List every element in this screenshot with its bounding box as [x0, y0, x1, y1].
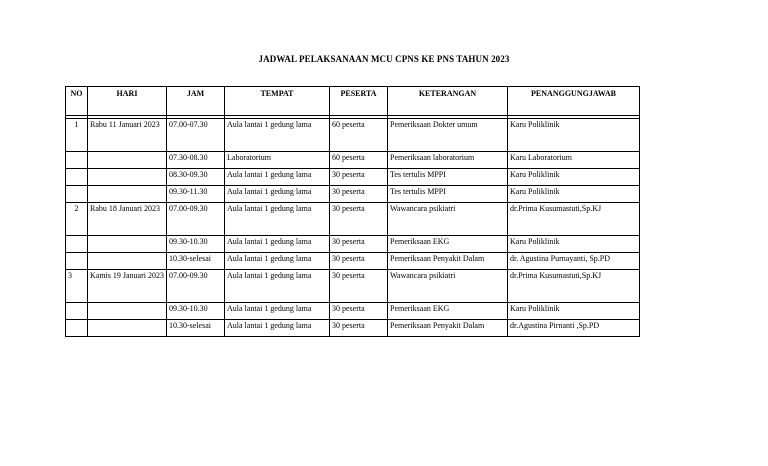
cell-tempat: Aula lantai 1 gedung lama — [225, 270, 330, 303]
cell-peserta: 30 peserta — [330, 169, 388, 186]
cell-no — [66, 169, 88, 186]
table-row — [66, 186, 640, 203]
cell-tempat: Aula lantai 1 gedung lama — [225, 203, 330, 236]
table-row — [66, 320, 640, 337]
table-row — [66, 169, 640, 186]
cell-peserta: 60 peserta — [330, 152, 388, 169]
cell-tempat: Aula lantai 1 gedung lama — [225, 186, 330, 203]
cell-penanggungjawab: dr.Agustina Pirnanti ,Sp.PD — [508, 320, 640, 337]
table-header-row — [66, 87, 640, 116]
cell-keterangan: Pemeriksaan Penyakit Dalam — [388, 320, 508, 337]
cell-hari — [88, 152, 167, 169]
cell-jam: 09.30-10.30 — [167, 303, 225, 320]
cell-keterangan: Wawancara psikiatri — [388, 203, 508, 236]
header-keterangan: KETERANGAN — [388, 87, 508, 116]
table-row — [66, 236, 640, 253]
cell-penanggungjawab: Karu Poliklinik — [508, 169, 640, 186]
cell-no — [66, 152, 88, 169]
cell-penanggungjawab: Karu Poliklinik — [508, 236, 640, 253]
cell-hari — [88, 169, 167, 186]
cell-jam: 09.30-11.30 — [167, 186, 225, 203]
cell-keterangan: Pemeriksaan EKG — [388, 303, 508, 320]
cell-keterangan: Wawancara psikiatri — [388, 270, 508, 303]
cell-penanggungjawab: Karu Poliklinik — [508, 119, 640, 152]
cell-jam: 07.30-08.30 — [167, 152, 225, 169]
cell-jam: 07.00-09.30 — [167, 203, 225, 236]
cell-keterangan: Pemeriksaan Penyakit Dalam — [388, 253, 508, 270]
header-tempat: TEMPAT — [225, 87, 330, 116]
cell-hari — [88, 236, 167, 253]
cell-no — [66, 303, 88, 320]
header-no: NO — [66, 87, 88, 116]
table-row — [66, 303, 640, 320]
cell-peserta: 60 peserta — [330, 119, 388, 152]
cell-hari — [88, 303, 167, 320]
cell-hari — [88, 186, 167, 203]
cell-peserta: 30 peserta — [330, 253, 388, 270]
cell-no: 1 — [66, 119, 88, 152]
cell-jam: 07.00-09.30 — [167, 270, 225, 303]
cell-penanggungjawab: Karu Poliklinik — [508, 303, 640, 320]
cell-hari — [88, 253, 167, 270]
cell-tempat: Aula lantai 1 gedung lama — [225, 320, 330, 337]
document-title: JADWAL PELAKSANAAN MCU CPNS KE PNS TAHUN 2023 — [258, 54, 510, 64]
cell-no: 2 — [66, 203, 88, 236]
cell-jam: 08.30-09.30 — [167, 169, 225, 186]
cell-no — [66, 186, 88, 203]
table-row — [66, 119, 640, 152]
header-penanggungjawab: PENANGGUNGJAWAB — [508, 87, 640, 116]
cell-tempat: Aula lantai 1 gedung lama — [225, 253, 330, 270]
header-hari: HARI — [88, 87, 167, 116]
cell-keterangan: Tes tertulis MPPI — [388, 169, 508, 186]
table-row — [66, 152, 640, 169]
cell-penanggungjawab: dr.Prima Kusumastuti,Sp.KJ — [508, 203, 640, 236]
cell-no — [66, 253, 88, 270]
cell-hari: Kamis 19 Januari 2023 — [88, 270, 167, 303]
cell-keterangan: Pemeriksaan laboratorium — [388, 152, 508, 169]
cell-peserta: 30 peserta — [330, 236, 388, 253]
cell-peserta: 30 peserta — [330, 320, 388, 337]
cell-tempat: Aula lantai 1 gedung lama — [225, 169, 330, 186]
cell-jam: 07.00-07.30 — [167, 119, 225, 152]
cell-tempat: Aula lantai 1 gedung lama — [225, 236, 330, 253]
cell-tempat: Laboratorium — [225, 152, 330, 169]
schedule-table — [65, 86, 640, 337]
cell-peserta: 30 peserta — [330, 270, 388, 303]
table-row — [66, 253, 640, 270]
header-peserta: PESERTA — [330, 87, 388, 116]
cell-keterangan: Tes tertulis MPPI — [388, 186, 508, 203]
cell-penanggungjawab: dr.Prima Kusumastuti,Sp.KJ — [508, 270, 640, 303]
cell-hari — [88, 320, 167, 337]
cell-no — [66, 236, 88, 253]
table-row — [66, 203, 640, 236]
cell-hari: Rabu 11 Januari 2023 — [88, 119, 167, 152]
cell-jam: 10.30-selesai — [167, 253, 225, 270]
cell-no — [66, 320, 88, 337]
cell-no: 3 — [66, 270, 88, 303]
cell-penanggungjawab: Karu Laboratorium — [508, 152, 640, 169]
cell-tempat: Aula lantai 1 gedung lama — [225, 119, 330, 152]
cell-peserta: 30 peserta — [330, 303, 388, 320]
cell-peserta: 30 peserta — [330, 203, 388, 236]
cell-jam: 10.30-selesai — [167, 320, 225, 337]
table-row — [66, 270, 640, 303]
cell-keterangan: Pemeriksaan Dokter umum — [388, 119, 508, 152]
cell-jam: 09.30-10.30 — [167, 236, 225, 253]
header-jam: JAM — [167, 87, 225, 116]
cell-penanggungjawab: Karu Poliklinik — [508, 186, 640, 203]
cell-keterangan: Pemeriksaan EKG — [388, 236, 508, 253]
cell-penanggungjawab: dr. Agustina Purnayanti, Sp.PD — [508, 253, 640, 270]
cell-peserta: 30 peserta — [330, 186, 388, 203]
cell-tempat: Aula lantai 1 gedung lama — [225, 303, 330, 320]
cell-hari: Rabu 18 Januari 2023 — [88, 203, 167, 236]
